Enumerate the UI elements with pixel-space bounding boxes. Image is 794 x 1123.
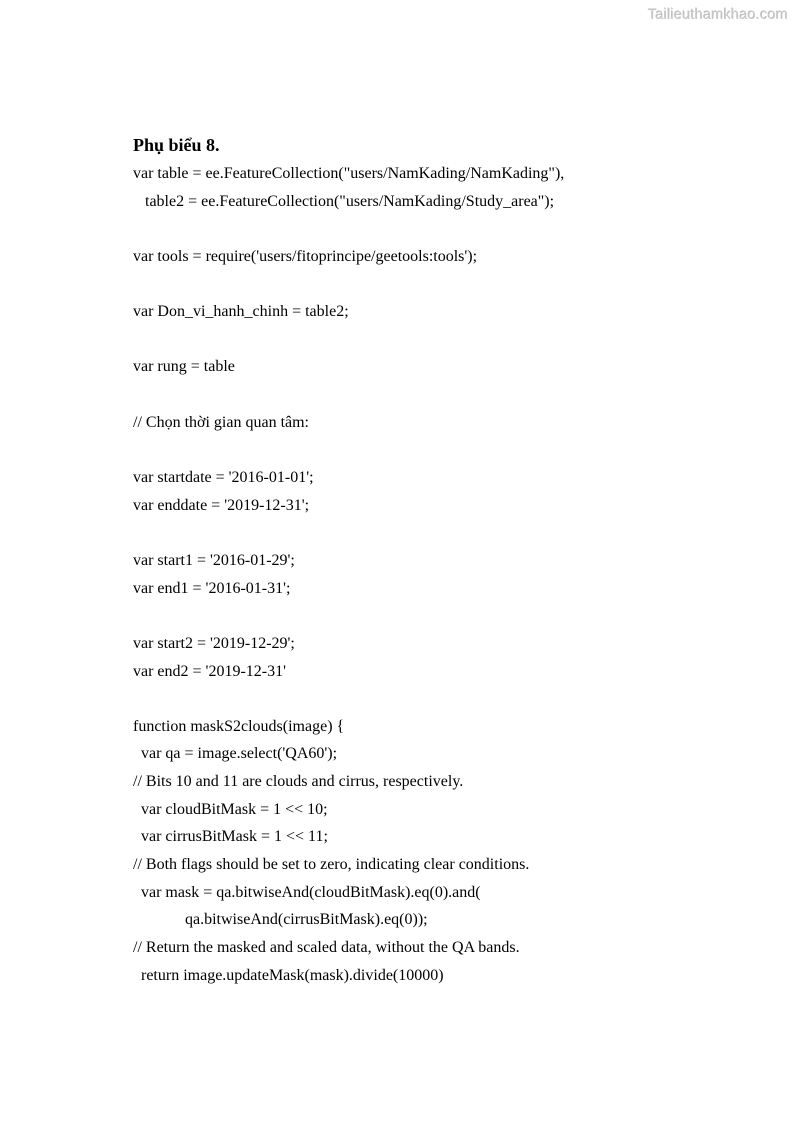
code-line: var start2 = '2019-12-29';: [133, 634, 295, 652]
code-line: // Bits 10 and 11 are clouds and cirrus, respectively.: [133, 773, 464, 791]
code-line: var tools = require('users/fitoprincipe/geetools:tools');: [133, 247, 478, 265]
code-line: // Chọn thời gian quan tâm:: [133, 413, 309, 431]
code-line: var table = ee.FeatureCollection("users/NamKading/NamKading"),: [133, 165, 565, 182]
code-line: [133, 215, 764, 243]
code-line: [133, 602, 764, 630]
code-line: var rung = table: [133, 358, 235, 376]
code-line: [133, 519, 764, 547]
code-line: var Don_vi_hanh_chinh = table2;: [133, 303, 349, 321]
code-line: var enddate = '2019-12-31';: [133, 496, 310, 514]
page-title: Phụ biểu 8.: [133, 135, 220, 155]
code-line: // Return the masked and scaled data, without the QA bands.: [133, 938, 520, 956]
code-line: return image.updateMask(mask).divide(10000): [133, 966, 444, 984]
site-watermark: Tailieuthamkhao.com: [647, 7, 788, 23]
code-line: var cirrusBitMask = 1 << 11;: [133, 828, 328, 846]
code-line: [133, 685, 764, 713]
code-line: [133, 271, 764, 299]
code-line: [133, 436, 764, 464]
code-line: var start1 = '2016-01-29';: [133, 551, 295, 569]
code-line: table2 = ee.FeatureCollection("users/NamKading/Study_area");: [133, 192, 555, 210]
code-line: var cloudBitMask = 1 << 10;: [133, 800, 328, 818]
code-line: [133, 326, 764, 354]
code-line: function maskS2clouds(image) {: [133, 717, 345, 735]
code-line: var qa = image.select('QA60');: [133, 745, 338, 763]
code-line: var startdate = '2016-01-01';: [133, 469, 314, 487]
code-block: [133, 160, 764, 989]
code-line: qa.bitwiseAnd(cirrusBitMask).eq(0));: [133, 911, 428, 929]
code-line: var end2 = '2019-12-31': [133, 662, 286, 680]
code-line: var mask = qa.bitwiseAnd(cloudBitMask).eq(0).and(: [133, 883, 481, 901]
code-line: var end1 = '2016-01-31';: [133, 579, 291, 597]
code-line: // Both flags should be set to zero, indicating clear conditions.: [133, 856, 530, 874]
code-line: [133, 381, 764, 409]
page-content: [133, 130, 764, 989]
